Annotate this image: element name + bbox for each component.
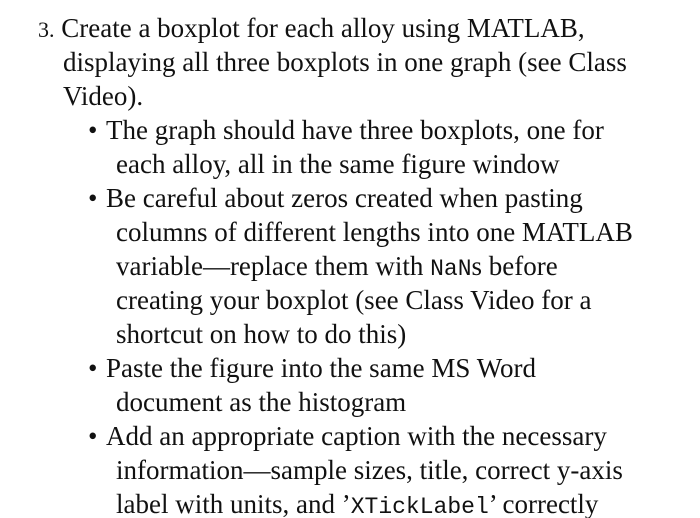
bullet-2-line-1: Be careful about zeros created when pasting [106, 183, 583, 213]
bullet-1-marker: • [88, 115, 98, 145]
question-text-1: Create a boxplot for each alloy using MATLAB, [61, 13, 585, 43]
bullet-2-line-2: columns of different lengths into one MATLAB [116, 217, 633, 247]
bullet-1-line-2: each alloy, all in the same figure window [116, 149, 560, 179]
bullet-3-marker: • [88, 353, 98, 383]
nan-code: NaN [430, 256, 472, 282]
bullet-2-line-5: shortcut on how to do this) [116, 319, 407, 349]
bullet-1-line-1: The graph should have three boxplots, one for [106, 115, 604, 145]
question-line-3: Video). [63, 81, 144, 111]
bullet-4-line-2: information—sample sizes, title, correct y-axis [116, 455, 623, 485]
bullet-2-line-3-text-after: s before [471, 251, 558, 281]
bullet-2-line-3 [116, 250, 558, 285]
bullet-4-line-1: Add an appropriate caption with the necessary [106, 421, 607, 451]
bullet-4-line-3-text-before: label with units, and ’ [116, 489, 351, 518]
bullet-2-line-3-text-before: variable—replace them with [116, 251, 431, 281]
bullet-3-line-1: Paste the figure into the same MS Word [106, 353, 537, 383]
question-line-1 [38, 12, 585, 46]
xticklabel-code: XTickLabel [350, 494, 489, 518]
question-number: 3. [38, 17, 55, 42]
bullet-4-marker: • [88, 421, 98, 451]
bullet-2-line-4: creating your boxplot (see Class Video for a [116, 285, 592, 315]
bullet-4-line-3 [116, 488, 598, 518]
bullet-4-line-3-text-after: ’ correctly [488, 489, 599, 518]
bullet-3-line-2: document as the histogram [116, 387, 407, 417]
question-line-2: displaying all three boxplots in one graph (see Class [63, 47, 627, 77]
bullet-2-marker: • [88, 183, 98, 213]
